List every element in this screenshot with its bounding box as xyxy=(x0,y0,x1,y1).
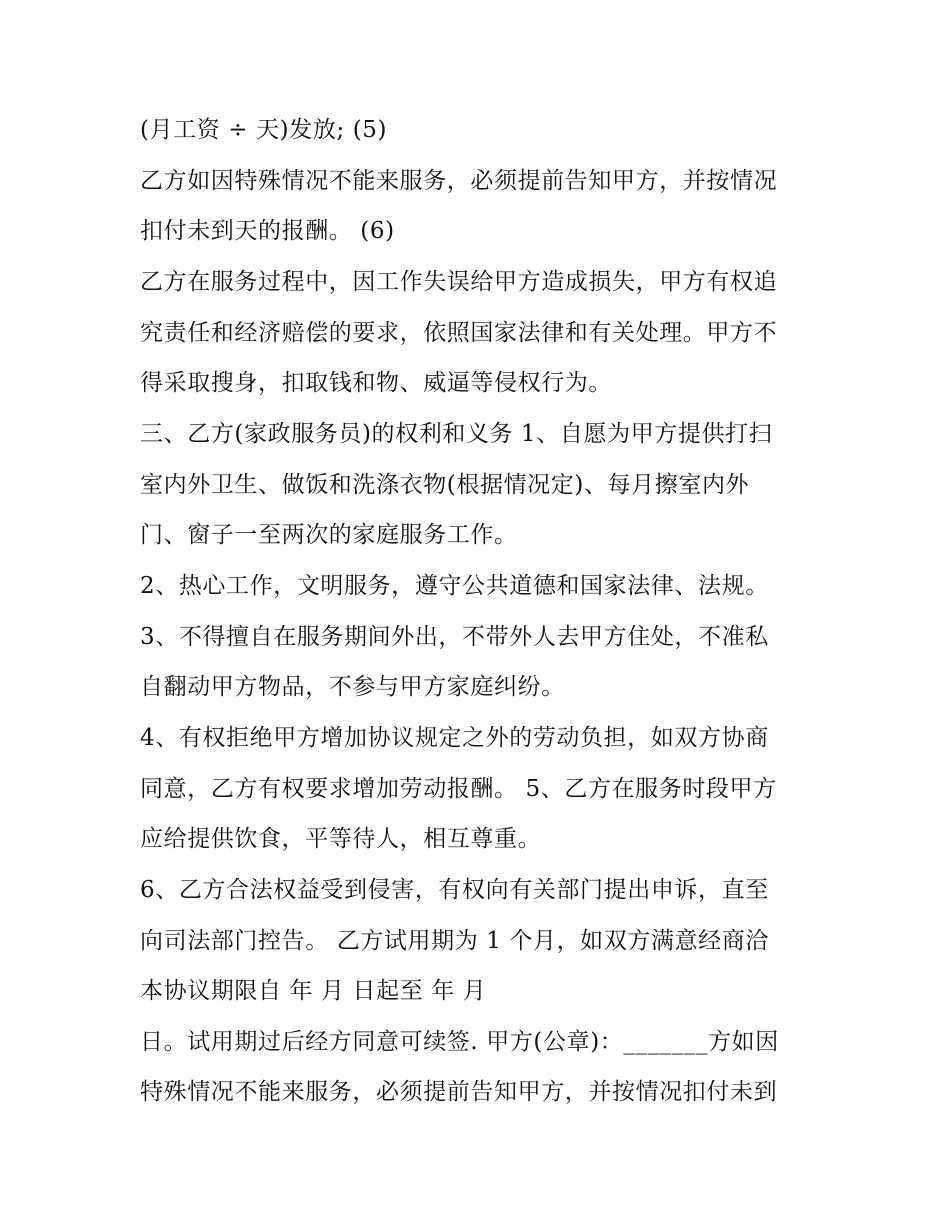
text-line: 扣付未到天的报酬。 (6) xyxy=(140,218,395,244)
text-line: 三、乙方(家政服务员)的权利和义务 1、自愿为甲方提供打扫 xyxy=(140,421,773,447)
text-line: 同意，乙方有权要求增加劳动报酬。 5、乙方在服务时段甲方 xyxy=(140,776,777,802)
text-line: 6、乙方合法权益受到侵害，有权向有关部门提出申诉，直至 xyxy=(140,877,769,903)
text-line: 应给提供饮食，平等待人，相互尊重。 xyxy=(140,826,542,852)
text-line: 得采取搜身，扣取钱和物、威逼等侵权行为。 xyxy=(140,370,612,396)
text-line: 室内外卫生、做饭和洗涤衣物(根据情况定)、每月擦室内外 xyxy=(140,472,750,498)
text-line: 4、有权拒绝甲方增加协议规定之外的劳动负担，如双方协商 xyxy=(140,725,769,751)
text-line: 日。试用期过后经方同意可续签. 甲方(公章)：_______方如因 xyxy=(140,1029,779,1055)
text-line: 3、不得擅自在服务期间外出，不带外人去甲方住处，不准私 xyxy=(140,624,769,650)
text-line: 2、热心工作，文明服务，遵守公共道德和国家法律、法规。 xyxy=(140,573,769,599)
text-line: 向司法部门控告。 乙方试用期为 1 个月，如双方满意经商洽 xyxy=(140,928,769,954)
text-line: 乙方如因特殊情况不能来服务，必须提前告知甲方，并按情况 xyxy=(140,168,778,194)
text-line: 自翻动甲方物品，不参与甲方家庭纠纷。 xyxy=(140,674,565,700)
text-line: 门、窗子一至两次的家庭服务工作。 xyxy=(140,522,518,548)
text-line: 乙方在服务过程中，因工作失误给甲方造成损失，甲方有权追 xyxy=(140,269,778,295)
text-line: 特殊情况不能来服务，必须提前告知甲方，并按情况扣付未到 xyxy=(140,1079,778,1105)
text-line: 究责任和经济赔偿的要求，依照国家法律和有关处理。甲方不 xyxy=(140,320,778,346)
text-line: 本协议期限自 年 月 日起至 年 月 xyxy=(140,978,487,1004)
text-line: (月工资 ÷ 天)发放; (5) xyxy=(140,117,388,143)
